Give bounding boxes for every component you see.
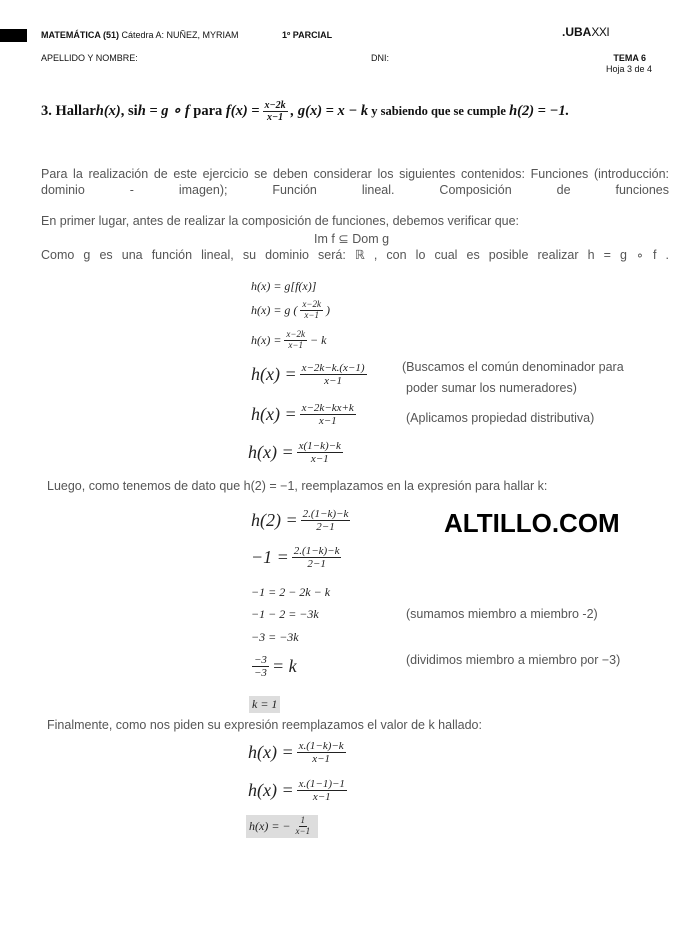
eq-6: h(x) = $\frac{x(1-k)-k}{x-1}$ (248, 440, 341, 466)
result-h: h(x) = − $\frac{1}{x-1}$ (246, 815, 318, 838)
dni-label: DNI: (371, 53, 389, 63)
eq-1: h(x) = g[f(x)] (251, 279, 317, 293)
eq-14: h(x) = $\frac{x.(1-k)-k}{x-1}$ (248, 740, 344, 766)
note-5: (Aplicamos propiedad distributiva) (406, 411, 595, 425)
watermark: ALTILLO.COM (444, 508, 620, 538)
tema: TEMA 6 (613, 53, 646, 63)
header-course (41, 30, 239, 40)
contents-paragraph: Para la realización de este ejercicio se deben considerar los siguientes contenidos: Funciones (introducción: dominio - imagen); Función lineal. Composición de funciones (41, 167, 669, 197)
eq-10: −1 − 2 = −3k (251, 607, 319, 621)
domain-condition: Im f ⊆ Dom g (314, 232, 390, 246)
eq-5: h(x) = $\frac{x-2k-kx+k}{x-1}$ (251, 402, 354, 428)
verify-paragraph: En primer lugar, antes de realizar la composición de funciones, debemos verificar que: (41, 214, 520, 228)
result-k: k = 1 (249, 696, 280, 713)
eq-2: h(x) = g ( $\frac{x-2k}{x-1}$ ) (251, 299, 330, 320)
note-12: (dividimos miembro a miembro por −3) (406, 653, 621, 667)
problem-statement: 3. Hallar h(x) , si h = g ∘ f para f(x) = $\frac{x-2k}{x-1}$ , g(x) = x − k y sabiendo que se cumple h(2) = −1. (41, 100, 570, 123)
eq-8: −1 = $\frac{2.(1-k)-k}{2-1}$ (251, 545, 340, 571)
eq-11: −3 = −3k (251, 630, 299, 644)
eq-4: h(x) = $\frac{x-2k-k.(x-1)}{x-1}$ (251, 362, 365, 388)
note-4a: (Buscamos el común denominador para (402, 360, 624, 374)
finalmente-paragraph: Finalmente, como nos piden su expresión reemplazamos el valor de k hallado: (47, 718, 482, 732)
note-4b: poder sumar los numeradores) (406, 381, 577, 395)
black-bar (0, 29, 27, 42)
eq-15: h(x) = $\frac{x.(1-1)-1}{x-1}$ (248, 778, 345, 804)
eq-9: −1 = 2 − 2k − k (251, 585, 331, 599)
eq-3: h(x) = $\frac{x-2k}{x-1}$ − k (251, 329, 327, 350)
uba-logo: .UBAXXI (562, 25, 610, 39)
subject: MATEMÁTICA (51) (41, 30, 119, 40)
name-label: APELLIDO Y NOMBRE: (41, 53, 138, 63)
eq-12: $\frac{-3}{-3}$ = k (254, 654, 297, 680)
eq-7: h(2) = $\frac{2.(1-k)-k}{2-1}$ (251, 508, 349, 534)
note-10: (sumamos miembro a miembro -2) (406, 607, 598, 621)
domain-paragraph: Como g es una función lineal, su dominio será: ℝ , con lo cual es posible realizar h = g ∘ f . (41, 248, 669, 262)
hoja: Hoja 3 de 4 (605, 64, 652, 74)
catedra: Cátedra A: NUÑEZ, MYRIAM (121, 30, 239, 40)
exam-title: 1º PARCIAL (282, 30, 333, 40)
luego-paragraph: Luego, como tenemos de dato que h(2) = −1, reemplazamos en la expresión para hallar k: (47, 479, 548, 493)
